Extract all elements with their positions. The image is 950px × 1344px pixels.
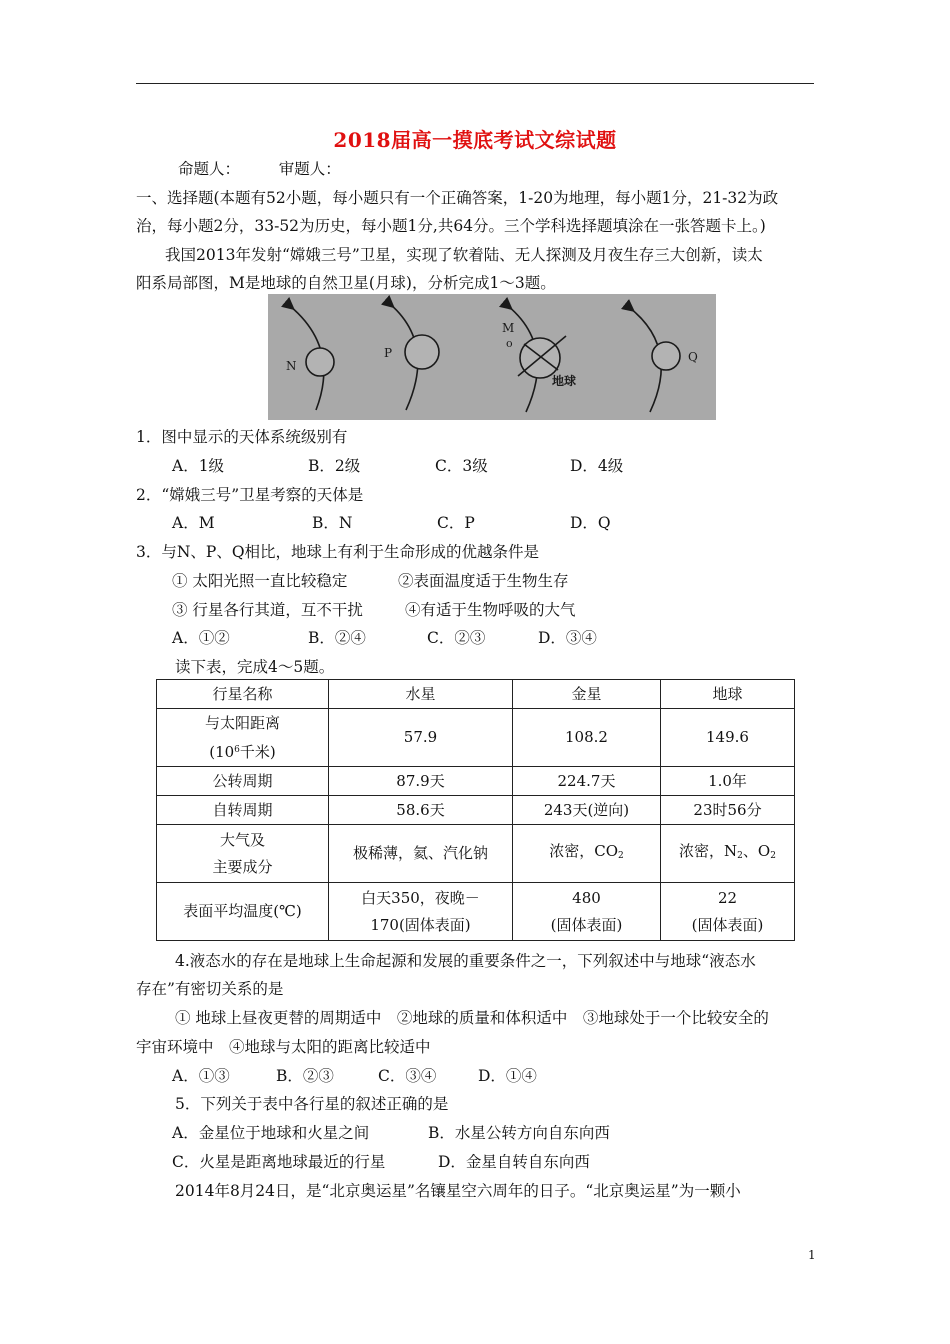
- page-number: 1: [808, 1248, 816, 1262]
- atmosphere-mercury: 极稀薄，氦、汽化钠: [329, 825, 513, 883]
- q4-option-b: B．②③: [276, 1067, 334, 1085]
- table-intro: 读下表，完成4～5题。: [175, 658, 335, 676]
- orbit-q: [630, 308, 680, 412]
- q4-option-d: D．①④: [478, 1067, 537, 1085]
- revolution-label: 公转周期: [157, 767, 329, 796]
- label-o: o: [506, 337, 513, 350]
- q2-option-c: C．P: [437, 514, 475, 532]
- table-row-rotation: [157, 796, 795, 825]
- table-row-distance: [157, 709, 795, 767]
- planet-p: [405, 335, 439, 369]
- distance-venus: 108.2: [513, 709, 661, 767]
- q1-option-b: B．2级: [308, 457, 361, 475]
- header-mercury: 水星: [329, 680, 513, 709]
- intro-line-1: 我国2013年发射“嫦娥三号”卫星，实现了软着陆、无人探测及月夜生存三大创新，读太: [165, 246, 763, 264]
- question-4-stem-2: 存在”有密切关系的是: [136, 980, 284, 998]
- question-3-stem: 3．与N、P、Q相比，地球上有利于生命形成的优越条件是: [136, 543, 540, 561]
- authors-line: 命题人： 审题人：: [178, 160, 341, 178]
- question-5-stem: 5．下列关于表中各行星的叙述正确的是: [175, 1095, 449, 1113]
- orbit-earth: [508, 306, 566, 412]
- label-earth: 地球: [552, 374, 577, 388]
- q3-item-3: ③ 行星各行其道，互不干扰: [172, 601, 363, 619]
- instructions-line-1: 一、选择题(本题有52小题，每小题只有一个正确答案，1-20为地理，每小题1分，21-32为政: [136, 189, 779, 207]
- header-rule: [136, 83, 814, 84]
- revolution-earth: 1.0年: [661, 767, 795, 796]
- q1-option-c: C．3级: [435, 457, 488, 475]
- q1-option-d: D．4级: [570, 457, 624, 475]
- planet-q: [652, 342, 680, 370]
- table-row-atmosphere: [157, 825, 795, 883]
- question-4-stem-1: 4.液态水的存在是地球上生命起源和发展的重要条件之一，下列叙述中与地球“液态水: [175, 952, 756, 970]
- instructions-line-2: 治，每小题2分，33-52为历史，每小题1分,共64分。三个学科选择题填涂在一张答题卡上。): [136, 217, 766, 235]
- header-planet-name: 行星名称: [157, 680, 329, 709]
- temperature-mercury: 白天350，夜晚－ 170(固体表面): [329, 883, 513, 941]
- q3-option-c: C．②③: [427, 629, 486, 647]
- temperature-venus: 480 (固体表面): [513, 883, 661, 941]
- temperature-earth: 22 (固体表面): [661, 883, 795, 941]
- rotation-label: 自转周期: [157, 796, 329, 825]
- rotation-venus: 243天(逆向): [513, 796, 661, 825]
- header-earth: 地球: [661, 680, 795, 709]
- revolution-mercury: 87.9天: [329, 767, 513, 796]
- q3-option-b: B．②④: [308, 629, 366, 647]
- distance-earth: 149.6: [661, 709, 795, 767]
- revolution-venus: 224.7天: [513, 767, 661, 796]
- question-2-stem: 2．“嫦娥三号”卫星考察的天体是: [136, 486, 364, 504]
- q3-item-4: ④有适于生物呼吸的大气: [405, 601, 576, 619]
- intro-line-2: 阳系局部图，M是地球的自然卫星(月球)，分析完成1～3题。: [136, 274, 556, 292]
- table-row-revolution: [157, 767, 795, 796]
- q2-option-d: D．Q: [570, 514, 611, 532]
- temperature-label: 表面平均温度(℃): [157, 883, 329, 941]
- q4-option-c: C．③④: [378, 1067, 437, 1085]
- q3-item-2: ②表面温度适于生物生存: [398, 572, 569, 590]
- q5-option-b: B．水星公转方向自东向西: [428, 1124, 610, 1142]
- q2-option-b: B．N: [312, 514, 353, 532]
- q2-option-a: A．M: [172, 514, 215, 532]
- label-p: P: [384, 346, 393, 360]
- orbit-n: [290, 306, 334, 410]
- question-1-stem: 1．图中显示的天体系统级别有: [136, 428, 348, 446]
- rotation-earth: 23时56分: [661, 796, 795, 825]
- table-header-row: [157, 680, 795, 709]
- planet-table: [156, 679, 795, 941]
- passage-last-line: 2014年8月24日，是“北京奥运星”名镶星空六周年的日子。“北京奥运星”为一颗小: [175, 1182, 741, 1200]
- q3-option-a: A．①②: [172, 629, 230, 647]
- page-title: 2018届高一摸底考试文综试题: [333, 128, 617, 152]
- distance-mercury: 57.9: [329, 709, 513, 767]
- orbit-p: [390, 304, 439, 410]
- q4-items-line-2: 宇宙环境中 ④地球与太阳的距离比较适中: [136, 1038, 431, 1056]
- q5-option-a: A．金星位于地球和火星之间: [172, 1124, 370, 1142]
- q3-option-d: D．③④: [538, 629, 597, 647]
- q5-option-d: D．金星自转自东向西: [438, 1153, 590, 1171]
- q3-item-1: ① 太阳光照一直比较稳定: [172, 572, 348, 590]
- distance-label: 与太阳距离 ($10^6$千米): [157, 709, 329, 767]
- label-m: M: [502, 321, 515, 335]
- planet-n: [306, 348, 334, 376]
- q4-option-a: A．①③: [172, 1067, 230, 1085]
- label-q: Q: [688, 350, 698, 364]
- atmosphere-label: 大气及 主要成分: [157, 825, 329, 883]
- q1-option-a: A．1级: [172, 457, 225, 475]
- atmosphere-earth: 浓密，$N_2$、$O_2$: [661, 825, 795, 883]
- q4-items-line-1: ① 地球上昼夜更替的周期适中 ②地球的质量和体积适中 ③地球处于一个比较安全的: [175, 1009, 769, 1027]
- atmosphere-venus: 浓密，$CO_2$: [513, 825, 661, 883]
- rotation-mercury: 58.6天: [329, 796, 513, 825]
- table-row-temperature: [157, 883, 795, 941]
- label-n: N: [286, 359, 297, 373]
- header-venus: 金星: [513, 680, 661, 709]
- solar-system-figure: [268, 294, 716, 420]
- q5-option-c: C．火星是距离地球最近的行星: [172, 1153, 386, 1171]
